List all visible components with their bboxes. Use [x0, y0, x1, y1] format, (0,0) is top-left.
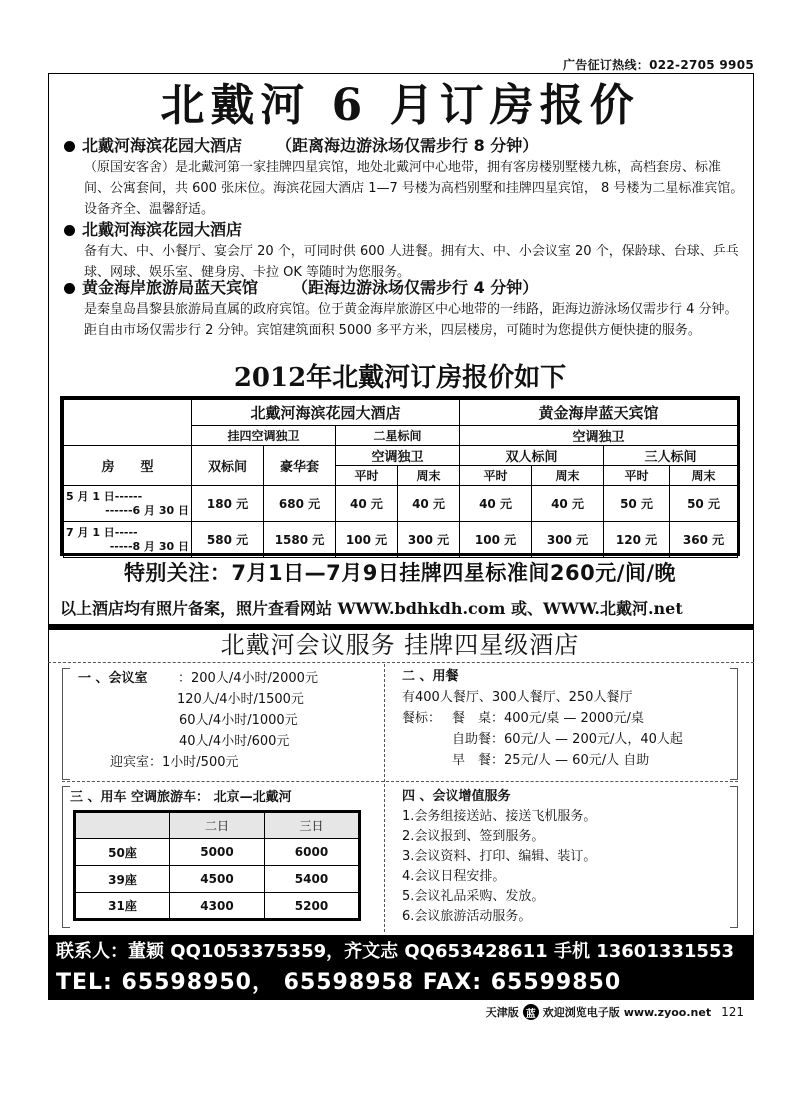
bullet-icon: [64, 141, 75, 152]
price-subtitle: 2012年北戴河订房报价如下: [233, 363, 567, 393]
hotel-name: 黄金海岸旅游局蓝天宾馆: [82, 278, 259, 297]
price-cell: 4300: [170, 893, 265, 920]
main-title: 北戴河 6 月订房报价: [160, 80, 640, 131]
list-item: 6.会议旅游活动服务。: [402, 909, 532, 924]
list-item: 4.会议日程安排。: [402, 869, 506, 884]
hotel-intro-2: [64, 219, 744, 283]
price-cell: 40 元: [336, 486, 398, 522]
list-item: 2.会议报到、签到服务。: [402, 829, 545, 844]
list-item: 5.会议礼品采购、发放。: [402, 889, 545, 904]
browse-text: 欢迎浏览电子版: [542, 1006, 620, 1019]
room-rate: 120人/4小时/1500元: [177, 692, 304, 707]
bus-price-table: [73, 810, 361, 921]
hotel-distance-note: （距离海边游泳场仅需步行 8 分钟）: [276, 136, 539, 155]
hotel-description: 备有大、中、小餐厅、宴会厅 20 个，可同时供 600 人进餐。拥有大、中、小会议室 20 个，保龄球、台球、乒乓球、网球、娱乐室、健身房、卡拉 OK 等随时为您服务。: [84, 244, 739, 280]
table-row: [75, 839, 360, 866]
price-cell: 300 元: [398, 522, 460, 558]
price-cell: 360 元: [670, 522, 738, 558]
weekday-label: 平时: [604, 466, 670, 486]
date-range: 7 月 1 日----- -----8 月 30 日: [64, 522, 192, 558]
price-cell: 5200: [265, 893, 360, 920]
room-rate: 40人/4小时/600元: [179, 734, 290, 749]
price-cell: 1580 元: [264, 522, 336, 558]
price-cell: 100 元: [460, 522, 532, 558]
bullet-icon: [64, 225, 75, 236]
weekday-label: 平时: [336, 466, 398, 486]
price-cell: 6000: [265, 839, 360, 866]
services-section: [402, 787, 732, 927]
price-cell: 300 元: [532, 522, 604, 558]
col-double: 双标间: [192, 446, 264, 486]
hotel-name: 北戴河海滨花园大酒店: [82, 136, 243, 155]
section-title: 二 、用餐: [402, 669, 459, 684]
reception-label: 迎宾室: [110, 755, 150, 770]
price-cell: 5400: [265, 866, 360, 893]
price-cell: 50 元: [670, 486, 738, 522]
price-cell: 580 元: [192, 522, 264, 558]
vehicle-section: [70, 787, 380, 808]
section-title: 一 、会议室: [78, 671, 148, 686]
weekend-label: 周末: [532, 466, 604, 486]
seat-count: 31座: [75, 893, 170, 920]
table-row: [75, 866, 360, 893]
divider: [384, 664, 385, 932]
table-row: [64, 486, 738, 522]
price-cell: 40 元: [460, 486, 532, 522]
section-bracket: [62, 786, 70, 928]
table-row: [75, 893, 360, 920]
col-two-day: 二日: [170, 812, 265, 839]
table-row: [64, 522, 738, 558]
price-cell: 4500: [170, 866, 265, 893]
hotel1-sub1: 挂四空调独卫: [192, 426, 336, 446]
dining-section: [402, 666, 732, 771]
hotel2-header: 黄金海岸蓝天宾馆: [460, 400, 738, 426]
hotel-description: （原国安客舍）是北戴河第一家挂牌四星宾馆，地处北戴河中心地带，拥有客房楼别墅楼九栋，高档套房、标准间、公寓套间，共 600 张床位。海滨花园大酒店 1—7 号楼为高档别墅和挂牌四星宾馆， 8 号楼为二星标准宾馆。设备齐全、温馨舒适。: [84, 160, 744, 217]
contact-band: [48, 935, 754, 999]
meal-price: 早 餐：25元/人 — 60元/人 自助: [452, 753, 650, 768]
room-rate: 200人/4小时/2000元: [191, 671, 318, 686]
col-ac-bath: 空调独卫: [336, 446, 460, 466]
price-cell: 40 元: [532, 486, 604, 522]
ad-hotline: 广告征订热线：022-2705 9905: [562, 58, 754, 72]
section-bracket: [62, 668, 70, 780]
dining-halls: 有400人餐厅、300人餐厅、250人餐厅: [402, 690, 633, 705]
footer: [486, 1004, 744, 1020]
hotel-intro-1: [64, 135, 744, 220]
edition-label: 天津版: [485, 1006, 519, 1019]
hotel2-sub: 空调独卫: [460, 426, 738, 446]
seat-count: 50座: [75, 839, 170, 866]
price-cell: 50 元: [604, 486, 670, 522]
price-table: [60, 396, 740, 556]
meal-price: 餐 桌：400元/桌 — 2000元/桌: [452, 711, 644, 726]
col-deluxe: 豪华套: [264, 446, 336, 486]
footer-site: www.zyoo.net: [623, 1005, 712, 1019]
list-item: 3.会议资料、打印、编辑、装订。: [402, 849, 597, 864]
meal-price: 自助餐：60元/人 — 200元/人，40人起: [452, 732, 683, 747]
tel-fax-line: TEL: 65598950， 65598958 FAX: 65599850: [56, 970, 622, 995]
meeting-room-section: 一 、会议室 ： 200人/4小时/2000元 120人/4小时/1500元 60人/4小时/1000元 40人/4小时/600元 迎宾室：1小时/500元: [78, 668, 378, 773]
hotel-name: 北戴河海滨花园大酒店: [82, 220, 243, 239]
hotel1-sub2: 二星标间: [336, 426, 460, 446]
price-cell: 680 元: [264, 486, 336, 522]
special-notice: 特别关注：7月1日—7月9日挂牌四星标准间260元/间/晚: [123, 561, 677, 585]
list-item: 1.会务组接送站、接送飞机服务。: [402, 809, 597, 824]
col-triple-std: 三人标间: [604, 446, 738, 466]
meal-standard-label: 餐标：: [402, 711, 442, 726]
date-range: 5 月 1 日------ ------6 月 30 日: [64, 486, 192, 522]
conference-title: 北戴河会议服务 挂牌四星级酒店: [220, 631, 580, 659]
page-number: 121: [721, 1005, 744, 1019]
col-double-std: 双人标间: [460, 446, 604, 466]
bullet-icon: [64, 283, 75, 294]
price-cell: 180 元: [192, 486, 264, 522]
seat-count: 39座: [75, 866, 170, 893]
hotel-distance-note: （距海边游泳场仅需步行 4 分钟）: [292, 278, 539, 297]
divider: [48, 662, 754, 663]
col-three-day: 三日: [265, 812, 360, 839]
reception-rate: 1小时/500元: [162, 755, 239, 770]
publication-logo-icon: 蓝: [523, 1004, 539, 1020]
hotel-description: 是秦皇岛昌黎县旅游局直属的政府宾馆。位于黄金海岸旅游区中心地带的一纬路，距海边游泳场仅需步行 4 分钟。距自由市场仅需步行 2 分钟。宾馆建筑面积 5000 多平方米，四层楼房，可随时为您提供方便快捷的服务。: [84, 302, 738, 338]
price-cell: 40 元: [398, 486, 460, 522]
price-cell: 100 元: [336, 522, 398, 558]
room-rate: 60人/4小时/1000元: [179, 713, 298, 728]
weekend-label: 周末: [670, 466, 738, 486]
hotel-intro-3: [64, 277, 744, 341]
price-cell: 120 元: [604, 522, 670, 558]
weekend-label: 周末: [398, 466, 460, 486]
weekday-label: 平时: [460, 466, 532, 486]
section-title: 四 、会议增值服务: [402, 789, 511, 804]
contact-line: 联系人：董颖 QQ1053375359，齐文志 QQ653428611 手机 13601331553: [56, 941, 735, 962]
room-type-label: 房 型: [64, 446, 192, 486]
hotel1-header: 北戴河海滨花园大酒店: [192, 400, 460, 426]
section-title: 三 、用车 空调旅游车： 北京—北戴河: [70, 790, 292, 805]
website-line: 以上酒店均有照片备案，照片查看网站 WWW.bdhkdh.com 或、WWW.北戴河.net: [60, 599, 683, 618]
divider: [62, 781, 738, 782]
price-cell: 5000: [170, 839, 265, 866]
